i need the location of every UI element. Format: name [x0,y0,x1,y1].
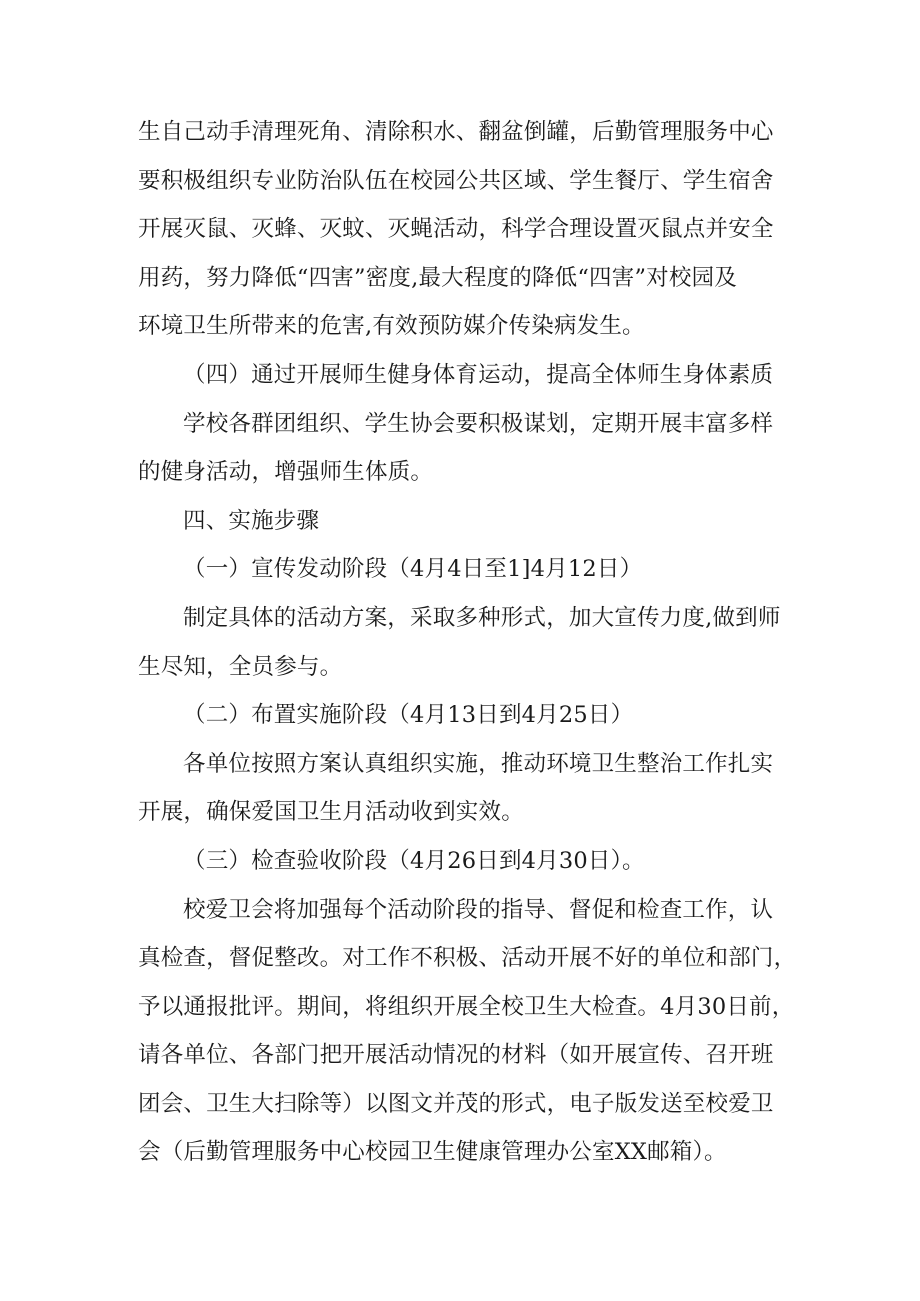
text-line: 请各单位、各部门把开展活动情况的材料（如开展宣传、召开班 [138,1042,774,1069]
text-line: 生尽知，全员参与。 [138,653,343,680]
text-line: 制定具体的活动方案，采取多种形式，加大宣传力度,做到师 [183,604,781,631]
text-line: （三）检查验收阶段（4月26日到4月30日）。 [183,847,645,874]
section-heading-fitness [138,351,798,400]
text-line: 予以通报批评。期间，将组织开展全校卫生大检查。4月30日前， [138,993,795,1020]
text-line: 会（后勤管理服务中心校园卫生健康管理办公室XX邮箱）。 [138,1139,727,1166]
text-line: 学校各群团组织、学生协会要积极谋划，定期开展丰富多样 [183,410,774,437]
step-heading-inspection [138,837,798,886]
text-line: 真检查，督促整改。对工作不积极、活动开展不好的单位和部门， [138,945,797,972]
text-line: （二）布置实施阶段（4月13日到4月25日） [183,702,634,729]
paragraph-pest-control [138,108,798,351]
text-line: 要积极组织专业防治队伍在校园公共区域、学生餐厅、学生宿舍 [138,167,774,194]
step-heading-implementation [138,691,798,740]
document-body [138,108,798,1177]
text-line: （四）通过开展师生健身体育运动，提高全体师生身体素质 [183,361,774,388]
text-line: 生自己动手清理死角、清除积水、翻盆倒罐，后勤管理服务中心 [138,119,774,145]
paragraph-inspection [138,886,798,1178]
text-line: 环境卫生所带来的危害,有效预防媒介传染病发生。 [138,313,645,340]
text-line: （一）宣传发动阶段（4月4日至1]4月12日） [183,556,643,583]
text-line: 开展，确保爱国卫生月活动收到实效。 [138,799,524,826]
text-line: 开展灭鼠、灭蜂、灭蚊、灭蝇活动，科学合理设置灭鼠点并安全 [138,216,774,243]
step-heading-publicity [138,545,798,594]
text-line: 用药，努力降低“四害”密度,最大程度的降低“四害”对校园及 [138,264,737,291]
paragraph-fitness [138,400,798,497]
paragraph-implementation [138,740,798,837]
text-line: 各单位按照方案认真组织实施，推动环境卫生整治工作扎实 [183,750,774,777]
section-heading-steps [138,497,798,546]
text-line: 校爱卫会将加强每个活动阶段的指导、督促和检查工作，认 [183,896,774,923]
paragraph-publicity [138,594,798,691]
text-line: 的健身活动，增强师生体质。 [138,459,434,486]
text-line: 四、实施步骤 [183,507,320,534]
text-line: 团会、卫生大扫除等）以图文并茂的形式，电子版发送至校爱卫 [138,1090,774,1117]
